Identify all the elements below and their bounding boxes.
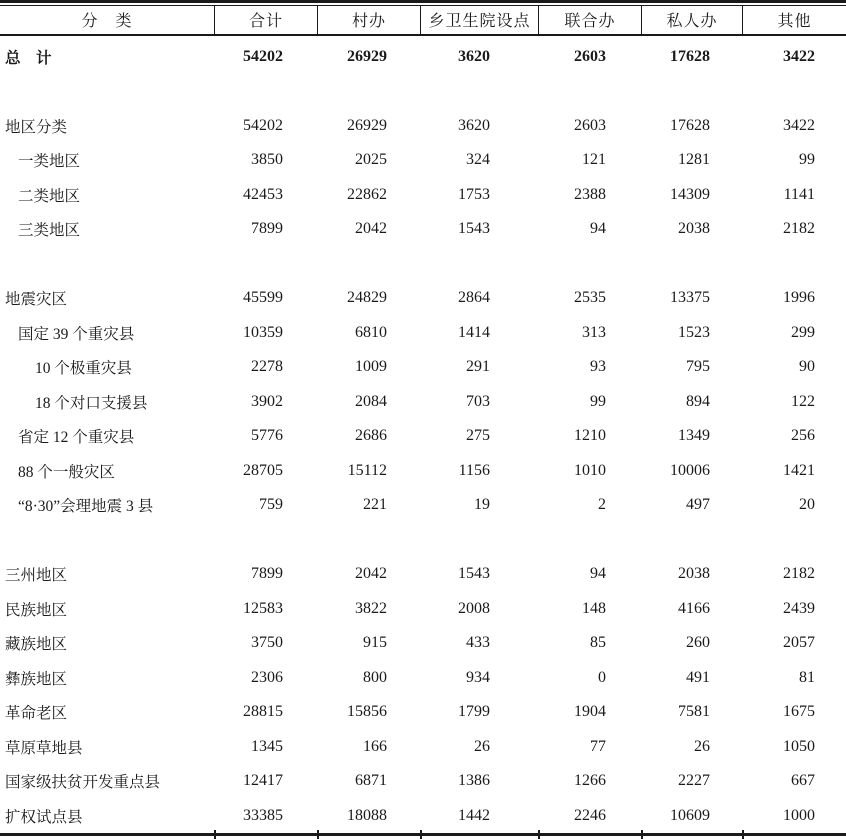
cell-qita: 1000 (783, 806, 815, 824)
row-label: 彝族地区 (5, 670, 68, 688)
cell-lianheban: 2603 (574, 116, 606, 134)
row-label: “8·30”会理地震 3 县 (18, 498, 154, 516)
cell-xiangweishengyuan: 1799 (458, 703, 490, 721)
cell-xiangweishengyuan: 324 (466, 151, 490, 169)
cell-cunban: 2084 (355, 392, 387, 410)
row-label: 三类地区 (18, 222, 81, 240)
cell-xiangweishengyuan: 291 (466, 358, 490, 376)
cell-lianheban: 94 (590, 565, 606, 583)
row-label: 国定 39 个重灾县 (18, 325, 135, 343)
table-row (0, 419, 846, 454)
cell-cunban: 26929 (347, 47, 387, 65)
cell-xiangweishengyuan: 2864 (458, 289, 490, 307)
row-label: 三州地区 (5, 567, 68, 585)
row-label: 一类地区 (18, 153, 81, 171)
cell-heji: 12583 (243, 599, 283, 617)
header-bottom-rule (0, 34, 846, 36)
cell-sirenban: 7581 (678, 703, 710, 721)
cell-heji: 5776 (251, 427, 283, 445)
cell-cunban: 800 (363, 668, 387, 686)
table-row (0, 143, 846, 178)
cell-lianheban: 1904 (574, 703, 606, 721)
cell-sirenban: 795 (686, 358, 710, 376)
cell-qita: 1421 (783, 461, 815, 479)
cell-cunban: 2042 (355, 220, 387, 238)
cell-sirenban: 2038 (678, 565, 710, 583)
table-row (0, 695, 846, 730)
column-header: 乡卫生院设点 (420, 6, 538, 35)
cell-qita: 2439 (783, 599, 815, 617)
cell-sirenban: 10006 (670, 461, 710, 479)
cell-qita: 122 (791, 392, 815, 410)
table-row (0, 626, 846, 661)
cell-xiangweishengyuan: 26 (474, 737, 490, 755)
cell-lianheban: 99 (590, 392, 606, 410)
cell-lianheban: 94 (590, 220, 606, 238)
cell-qita: 299 (791, 323, 815, 341)
column-header: 村办 (317, 6, 420, 35)
cell-heji: 2278 (251, 358, 283, 376)
cell-lianheban: 313 (582, 323, 606, 341)
cell-heji: 7899 (251, 220, 283, 238)
cell-sirenban: 14309 (670, 185, 710, 203)
cell-lianheban: 121 (582, 151, 606, 169)
cell-sirenban: 17628 (670, 116, 710, 134)
row-label: 草原草地县 (5, 739, 83, 757)
row-label: 民族地区 (5, 601, 68, 619)
cell-sirenban: 26 (694, 737, 710, 755)
cell-heji: 1345 (251, 737, 283, 755)
cell-xiangweishengyuan: 433 (466, 634, 490, 652)
column-header: 合计 (214, 6, 317, 35)
cell-qita: 99 (799, 151, 815, 169)
table-row (0, 212, 846, 247)
row-label: 88 个一般灾区 (18, 463, 115, 481)
table-row (0, 350, 846, 385)
cell-xiangweishengyuan: 3620 (458, 116, 490, 134)
cell-sirenban: 1281 (678, 151, 710, 169)
cell-qita: 90 (799, 358, 815, 376)
cell-sirenban: 1349 (678, 427, 710, 445)
cell-qita: 2182 (783, 220, 815, 238)
top-thick-rule (0, 0, 846, 3)
row-label: 扩权试点县 (5, 808, 83, 826)
cell-qita: 1675 (783, 703, 815, 721)
cell-xiangweishengyuan: 19 (474, 496, 490, 514)
row-label: 18 个对口支援县 (35, 394, 148, 412)
cell-lianheban: 2 (598, 496, 606, 514)
table-row (0, 764, 846, 799)
column-header-category: 分 类 (81, 13, 133, 31)
table-row (0, 385, 846, 420)
cell-heji: 7899 (251, 565, 283, 583)
row-label: 二类地区 (18, 187, 81, 205)
column-header: 联合办 (538, 6, 641, 35)
cell-cunban: 1009 (355, 358, 387, 376)
cell-sirenban: 497 (686, 496, 710, 514)
cell-lianheban: 93 (590, 358, 606, 376)
table-row (0, 661, 846, 696)
bottom-boundary-tick (214, 830, 216, 839)
cell-lianheban: 2388 (574, 185, 606, 203)
cell-heji: 28705 (243, 461, 283, 479)
cell-cunban: 2025 (355, 151, 387, 169)
cell-cunban: 26929 (347, 116, 387, 134)
cell-xiangweishengyuan: 1753 (458, 185, 490, 203)
table-row (0, 799, 846, 834)
bottom-boundary-tick (420, 830, 422, 839)
cell-lianheban: 148 (582, 599, 606, 617)
cell-sirenban: 17628 (670, 47, 710, 65)
table-row (0, 557, 846, 592)
cell-cunban: 22862 (347, 185, 387, 203)
bottom-rule (0, 833, 846, 836)
column-header: 私人办 (641, 6, 742, 35)
cell-sirenban: 260 (686, 634, 710, 652)
cell-heji: 759 (259, 496, 283, 514)
cell-lianheban: 2246 (574, 806, 606, 824)
spacer-row (0, 523, 846, 558)
cell-qita: 256 (791, 427, 815, 445)
cell-lianheban: 1266 (574, 772, 606, 790)
cell-xiangweishengyuan: 1543 (458, 220, 490, 238)
cell-qita: 1141 (783, 185, 815, 203)
cell-lianheban: 85 (590, 634, 606, 652)
cell-qita: 81 (799, 668, 815, 686)
row-label: 革命老区 (5, 705, 68, 723)
table-row (0, 40, 846, 75)
cell-lianheban: 77 (590, 737, 606, 755)
cell-cunban: 915 (363, 634, 387, 652)
bottom-boundary-tick (317, 830, 319, 839)
cell-xiangweishengyuan: 2008 (458, 599, 490, 617)
table-row (0, 730, 846, 765)
spacer-row (0, 74, 846, 109)
cell-lianheban: 1210 (574, 427, 606, 445)
cell-heji: 3750 (251, 634, 283, 652)
cell-xiangweishengyuan: 934 (466, 668, 490, 686)
cell-qita: 3422 (783, 47, 815, 65)
cell-heji: 42453 (243, 185, 283, 203)
cell-sirenban: 1523 (678, 323, 710, 341)
bottom-boundary-tick (538, 830, 540, 839)
header-row (0, 6, 846, 35)
table-row (0, 454, 846, 489)
table-row (0, 488, 846, 523)
cell-xiangweishengyuan: 275 (466, 427, 490, 445)
row-label: 总 计 (5, 49, 52, 67)
cell-lianheban: 0 (598, 668, 606, 686)
cell-cunban: 15856 (347, 703, 387, 721)
cell-xiangweishengyuan: 1386 (458, 772, 490, 790)
cell-heji: 54202 (243, 47, 283, 65)
cell-lianheban: 2603 (574, 47, 606, 65)
row-label: 省定 12 个重灾县 (18, 429, 135, 447)
cell-heji: 54202 (243, 116, 283, 134)
cell-sirenban: 2227 (678, 772, 710, 790)
cell-heji: 28815 (243, 703, 283, 721)
table-body (0, 40, 846, 834)
cell-cunban: 15112 (347, 461, 387, 479)
row-label: 地震灾区 (5, 291, 68, 309)
cell-cunban: 3822 (355, 599, 387, 617)
cell-sirenban: 2038 (678, 220, 710, 238)
column-header: 其他 (742, 6, 846, 35)
cell-qita: 3422 (783, 116, 815, 134)
cell-xiangweishengyuan: 3620 (458, 47, 490, 65)
cell-qita: 1050 (783, 737, 815, 755)
cell-heji: 12417 (243, 772, 283, 790)
cell-qita: 20 (799, 496, 815, 514)
cell-lianheban: 2535 (574, 289, 606, 307)
cell-heji: 10359 (243, 323, 283, 341)
cell-xiangweishengyuan: 703 (466, 392, 490, 410)
bottom-boundary-tick (742, 830, 744, 839)
bottom-boundary-tick (641, 830, 643, 839)
cell-qita: 2057 (783, 634, 815, 652)
row-label: 国家级扶贫开发重点县 (5, 774, 161, 792)
cell-heji: 33385 (243, 806, 283, 824)
cell-cunban: 6810 (355, 323, 387, 341)
row-label: 地区分类 (5, 118, 68, 136)
spacer-row (0, 247, 846, 282)
cell-cunban: 2686 (355, 427, 387, 445)
row-label: 藏族地区 (5, 636, 68, 654)
cell-lianheban: 1010 (574, 461, 606, 479)
cell-cunban: 6871 (355, 772, 387, 790)
cell-xiangweishengyuan: 1442 (458, 806, 490, 824)
table-row (0, 281, 846, 316)
cell-sirenban: 10609 (670, 806, 710, 824)
cell-sirenban: 894 (686, 392, 710, 410)
cell-xiangweishengyuan: 1543 (458, 565, 490, 583)
cell-cunban: 18088 (347, 806, 387, 824)
cell-xiangweishengyuan: 1156 (458, 461, 490, 479)
cell-cunban: 221 (363, 496, 387, 514)
cell-sirenban: 491 (686, 668, 710, 686)
cell-cunban: 2042 (355, 565, 387, 583)
table-row (0, 592, 846, 627)
cell-qita: 2182 (783, 565, 815, 583)
cell-sirenban: 13375 (670, 289, 710, 307)
table-row (0, 316, 846, 351)
cell-sirenban: 4166 (678, 599, 710, 617)
cell-heji: 3902 (251, 392, 283, 410)
cell-cunban: 166 (363, 737, 387, 755)
row-label: 10 个极重灾县 (35, 360, 132, 378)
cell-xiangweishengyuan: 1414 (458, 323, 490, 341)
cell-heji: 45599 (243, 289, 283, 307)
cell-cunban: 24829 (347, 289, 387, 307)
table-row (0, 109, 846, 144)
table-row (0, 178, 846, 213)
cell-heji: 2306 (251, 668, 283, 686)
cell-qita: 1996 (783, 289, 815, 307)
cell-qita: 667 (791, 772, 815, 790)
cell-heji: 3850 (251, 151, 283, 169)
